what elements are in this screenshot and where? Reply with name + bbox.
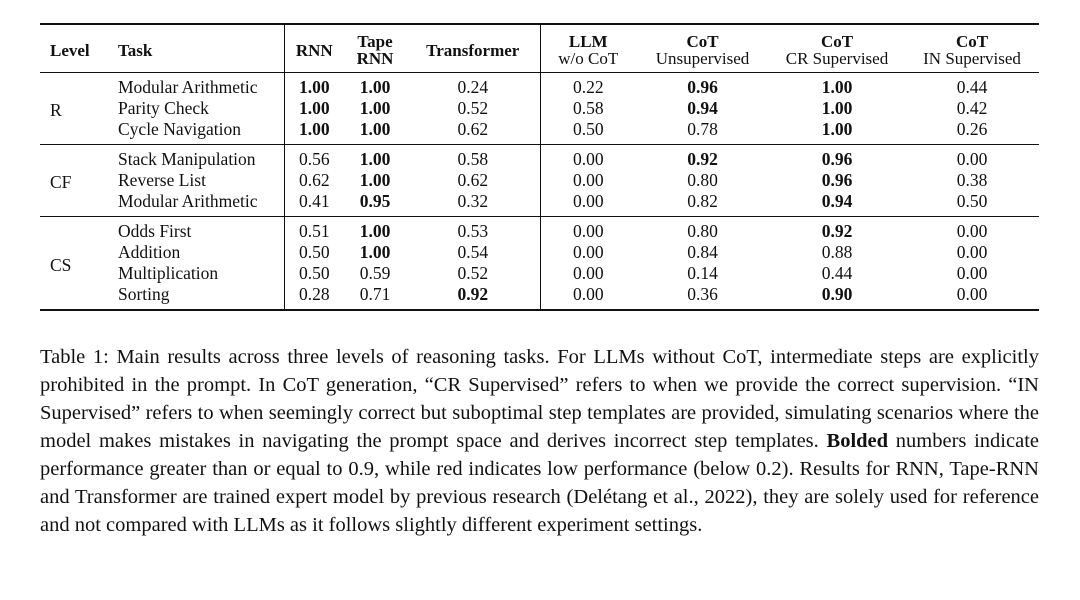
table-caption	[40, 343, 1039, 539]
cell-cot-cr: 0.90	[821, 284, 853, 304]
cell-cot-in: 0.00	[956, 263, 988, 283]
cell-llm: 0.00	[540, 170, 636, 191]
caption-text-after: numbers indicate performance greater than or equal to 0.9, while red indicates low performance (below 0.2). Results for RNN, Tape-RNN and Transformer are trained expert model by previous research (Delétang et al., 2022), they are solely used for reference and not compared with LLMs as it follows slightly different experiment settings.	[40, 430, 1039, 536]
level-label: R	[50, 100, 62, 120]
cell-transformer: 0.32	[457, 191, 489, 211]
header-tape-rnn-line2: RNN	[356, 49, 394, 68]
task-name: Modular Arithmetic	[118, 191, 258, 211]
header-cot-unsupervised-line2: Unsupervised	[655, 49, 750, 68]
header-transformer: Transformer	[426, 40, 520, 60]
header-llm-line2: w/o CoT	[558, 49, 619, 68]
header-cot-unsupervised-line1: CoT	[686, 32, 719, 51]
table-row	[40, 98, 1039, 119]
header-cot-in-line2: IN Supervised	[923, 49, 1021, 68]
cell-transformer: 0.62	[457, 170, 489, 190]
task-name: Odds First	[118, 221, 192, 241]
results-table	[40, 23, 1039, 311]
task-name: Multiplication	[118, 263, 219, 283]
cell-cot-in: 0.44	[956, 77, 988, 97]
level-label: CF	[50, 172, 72, 192]
cell-cot-cr: 0.94	[821, 191, 853, 211]
table-header	[40, 24, 1039, 73]
table-row	[40, 170, 1039, 191]
cell-llm: 0.58	[540, 98, 636, 119]
cell-tape-rnn: 1.00	[359, 77, 391, 97]
caption-text-before: Table 1: Main results across three levels of reasoning tasks. For LLMs without CoT, intermediate steps are explicitly prohibited in the prompt. In CoT generation, “CR Supervised” refers to when we provide the correct supervision. “IN Supervised” refers to when seemingly correct but suboptimal step templates are provided, simulating scenarios where the model makes mistakes in navigating the prompt space and derives incorrect step templates.	[40, 346, 1039, 452]
cell-cot-in: 0.00	[956, 149, 988, 169]
header-cot-cr-line2: CR Supervised	[785, 49, 889, 68]
cell-tape-rnn: 0.95	[359, 191, 391, 211]
cell-tape-rnn: 1.00	[359, 221, 391, 241]
cell-transformer: 0.54	[457, 242, 489, 262]
table-row	[40, 217, 1039, 243]
cell-cot-in: 0.26	[956, 119, 988, 139]
header-cot-cr	[769, 24, 905, 73]
task-name: Sorting	[118, 284, 170, 304]
cell-tape-rnn: 1.00	[359, 170, 391, 190]
cell-transformer: 0.58	[457, 149, 489, 169]
cell-cot-cr: 1.00	[821, 98, 853, 118]
cell-cot-in: 0.42	[956, 98, 988, 118]
cell-rnn: 0.62	[284, 170, 344, 191]
cell-transformer: 0.52	[457, 263, 489, 283]
level-group-cs	[40, 217, 1039, 311]
cell-llm: 0.00	[540, 191, 636, 217]
header-tape-rnn	[344, 24, 406, 73]
header-llm-line1: LLM	[568, 32, 608, 51]
cell-cot-unsupervised: 0.82	[687, 191, 718, 211]
cell-rnn: 1.00	[284, 73, 344, 99]
cell-llm: 0.00	[540, 242, 636, 263]
cell-rnn: 0.50	[284, 263, 344, 284]
cell-rnn: 0.41	[284, 191, 344, 217]
cell-tape-rnn: 1.00	[359, 98, 391, 118]
table-row	[40, 145, 1039, 171]
cell-cot-cr: 1.00	[821, 77, 853, 97]
header-level: Level	[50, 40, 90, 60]
cell-rnn: 0.50	[284, 242, 344, 263]
level-group-r	[40, 73, 1039, 145]
cell-transformer: 0.52	[457, 98, 489, 118]
header-task: Task	[118, 40, 153, 60]
cell-cot-unsupervised: 0.84	[687, 242, 718, 262]
cell-rnn: 0.56	[284, 145, 344, 171]
cell-cot-unsupervised: 0.36	[687, 284, 718, 304]
header-cot-in	[905, 24, 1039, 73]
cell-tape-rnn: 0.71	[359, 284, 391, 304]
cell-tape-rnn: 1.00	[359, 242, 391, 262]
cell-llm: 0.00	[540, 145, 636, 171]
cell-tape-rnn: 1.00	[359, 149, 391, 169]
cell-cot-in: 0.00	[956, 242, 988, 262]
cell-rnn: 1.00	[284, 119, 344, 145]
cell-cot-unsupervised: 0.96	[687, 77, 718, 97]
cell-cot-cr: 0.88	[821, 242, 853, 262]
cell-cot-cr: 1.00	[821, 119, 853, 139]
level-group-cf	[40, 145, 1039, 217]
table-row	[40, 191, 1039, 217]
cell-cot-unsupervised: 0.78	[687, 119, 718, 139]
task-name: Addition	[118, 242, 181, 262]
cell-cot-unsupervised: 0.94	[687, 98, 718, 118]
cell-cot-unsupervised: 0.80	[687, 221, 718, 241]
cell-cot-cr: 0.44	[821, 263, 853, 283]
cell-cot-cr: 0.96	[821, 170, 853, 190]
header-cot-cr-line1: CoT	[820, 32, 854, 51]
header-llm	[540, 24, 636, 73]
cell-transformer: 0.62	[457, 119, 489, 139]
cell-cot-in: 0.00	[956, 284, 988, 304]
cell-cot-unsupervised: 0.92	[687, 149, 718, 169]
cell-transformer: 0.24	[457, 77, 489, 97]
task-name: Reverse List	[118, 170, 206, 190]
cell-llm: 0.50	[540, 119, 636, 145]
level-label: CS	[50, 254, 72, 275]
cell-transformer: 0.53	[457, 221, 489, 241]
header-rnn: RNN	[284, 24, 344, 73]
cell-cot-cr: 0.96	[821, 149, 853, 169]
cell-llm: 0.22	[540, 73, 636, 99]
task-name: Cycle Navigation	[118, 119, 241, 139]
table-row	[40, 263, 1039, 284]
cell-cot-unsupervised: 0.80	[687, 170, 718, 190]
header-cot-in-line1: CoT	[955, 32, 989, 51]
table-row	[40, 242, 1039, 263]
table-row	[40, 284, 1039, 310]
cell-tape-rnn: 0.59	[359, 263, 391, 283]
cell-transformer: 0.92	[457, 284, 489, 304]
cell-rnn: 0.28	[284, 284, 344, 310]
task-name: Stack Manipulation	[118, 149, 256, 169]
cell-cot-in: 0.50	[956, 191, 988, 211]
cell-cot-cr: 0.92	[821, 221, 853, 241]
cell-rnn: 0.51	[284, 217, 344, 243]
cell-llm: 0.00	[540, 217, 636, 243]
cell-cot-in: 0.38	[956, 170, 988, 190]
task-name: Parity Check	[118, 98, 209, 118]
table-row	[40, 119, 1039, 145]
header-tape-rnn-line1: Tape	[357, 32, 393, 51]
table-row	[40, 73, 1039, 99]
cell-rnn: 1.00	[284, 98, 344, 119]
caption-bold-word: Bolded	[826, 430, 889, 452]
cell-tape-rnn: 1.00	[359, 119, 391, 139]
cell-cot-in: 0.00	[956, 221, 988, 241]
header-cot-unsupervised	[636, 24, 769, 73]
cell-llm: 0.00	[540, 263, 636, 284]
cell-cot-unsupervised: 0.14	[687, 263, 718, 283]
task-name: Modular Arithmetic	[118, 77, 258, 97]
cell-llm: 0.00	[540, 284, 636, 310]
